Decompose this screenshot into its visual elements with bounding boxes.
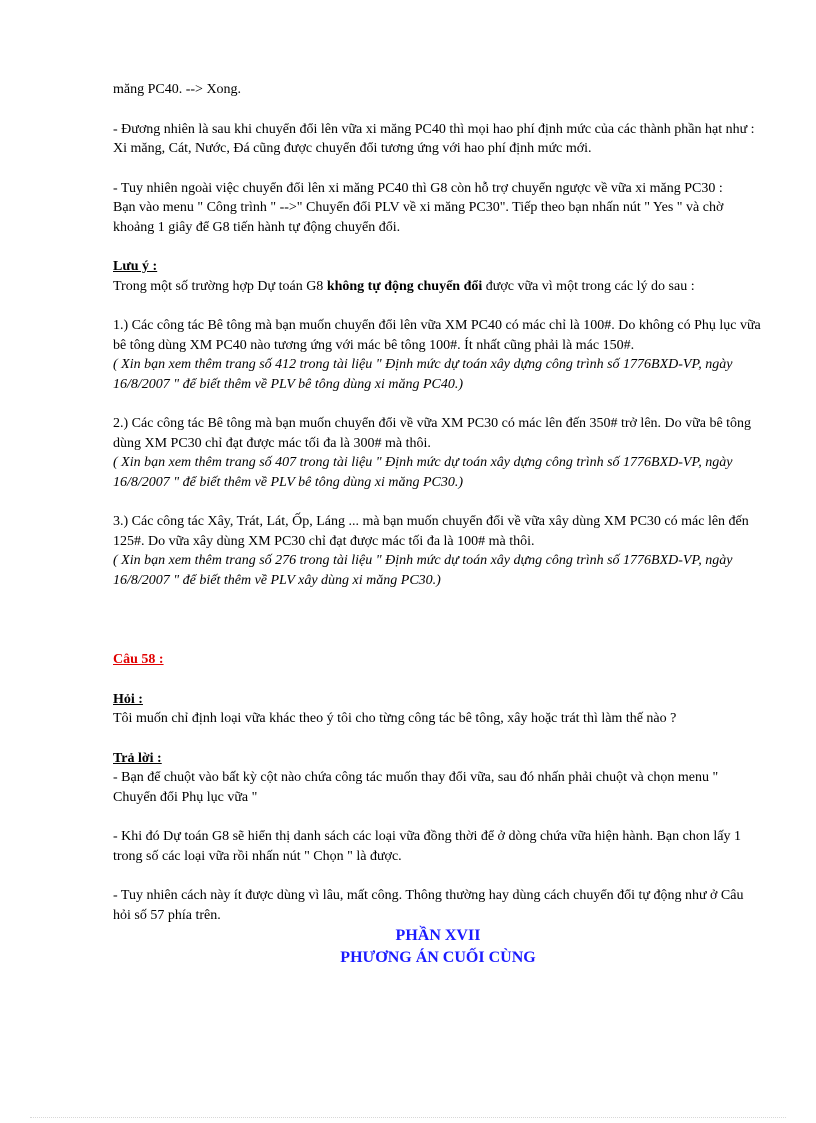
part-title: PHƯƠNG ÁN CUỐI CÙNG — [340, 949, 536, 966]
document-page — [113, 80, 763, 969]
note-item-2-reference: ( Xin bạn xem thêm trang số 407 trong tài liệu " Định mức dự toán xây dựng công trình số 1776BXD-VP, ngày 16/8/2007 " để biết thêm về PLV bê tông dùng xi măng PC30.) — [113, 455, 733, 490]
intro-line: măng PC40. --> Xong. — [113, 82, 242, 97]
intro-paragraph-2: - Đương nhiên là sau khi chuyển đổi lên vữa xi măng PC40 thì mọi hao phí định mức của các thành phần hạt như : Xi măng, Cát, Nước, Đá cũng được chuyển đổi tương ứng với hao phí định mức mới. — [113, 121, 755, 156]
note-item-1: 1.) Các công tác Bê tông mà bạn muốn chuyển đổi lên vữa XM PC40 có mác chỉ là 100#. Do không có Phụ lục vữa bê tông dùng XM PC40 nào tương ứng với mác bê tông 100#. Ít nhất cũng phải là mác 150#. — [113, 318, 761, 353]
answer-paragraph-3: - Tuy nhiên cách này ít được dùng vì lâu, mất công. Thông thường hay dùng cách chuyển đổi tự động như ở Câu hỏi số 57 phía trên. — [113, 888, 744, 923]
note-heading: Lưu ý : — [113, 259, 158, 274]
note-item-3-reference: ( Xin bạn xem thêm trang số 276 trong tài liệu " Định mức dự toán xây dựng công trình số 1776BXD-VP, ngày 16/8/2007 " để biết thêm về PLV xây dùng xi măng PC30.) — [113, 553, 733, 588]
answer-paragraph-1: - Bạn để chuột vào bất kỳ cột nào chứa công tác muốn thay đổi vữa, sau đó nhấn phải chuột và chọn menu " Chuyển đổi Phụ lục vữa " — [113, 770, 719, 805]
question-answer-label: Trả lời : — [113, 750, 162, 766]
intro-paragraph-3b: Bạn vào menu " Công trình " -->" Chuyển đổi PLV về xi măng PC30". Tiếp theo bạn nhấn nút " Yes " và chờ khoảng 1 giây để G8 tiến hành tự động chuyển đổi. — [113, 200, 724, 235]
part-number: PHẦN XVII — [395, 927, 481, 944]
note-item-1-reference: ( Xin bạn xem thêm trang số 412 trong tài liệu " Định mức dự toán xây dựng công trình số 1776BXD-VP, ngày 16/8/2007 " để biết thêm về PLV bê tông dùng xi măng PC40.) — [113, 357, 733, 392]
question-number: Câu 58 : — [113, 652, 164, 667]
intro-paragraph-3a: - Tuy nhiên ngoài việc chuyển đổi lên xi măng PC40 thì G8 còn hỗ trợ chuyển ngược về vữa xi măng PC30 : — [113, 180, 723, 196]
answer-paragraph-2: - Khi đó Dự toán G8 sẽ hiển thị danh sách các loại vữa đồng thời để ở dòng chứa vữa hiện hành. Bạn chon lấy 1 trong số các loại vữa rồi nhấn nút " Chọn " là được. — [113, 829, 741, 864]
page-bottom-divider — [30, 1117, 786, 1118]
note-intro-bold: không tự động chuyển đổi — [326, 278, 483, 294]
note-item-3: 3.) Các công tác Xây, Trát, Lát, Ốp, Láng ... mà bạn muốn chuyển đổi về vữa xây dùng XM PC30 có mác lên đến 125#. Do vữa xây dùng XM PC30 chỉ đạt được mác tối đa là 100# mà thôi. — [113, 514, 749, 549]
question-ask-label: Hỏi : — [113, 691, 143, 707]
note-intro — [113, 277, 763, 297]
note-item-2: 2.) Các công tác Bê tông mà bạn muốn chuyển đổi về vữa XM PC30 có mác lên đến 350# trở lên. Do vữa bê tông dùng XM PC30 chỉ đạt được mác tối đa là 300# mà thôi. — [113, 416, 752, 451]
note-intro-post: được vữa vì một trong các lý do sau : — [482, 278, 695, 294]
question-ask-text: Tôi muốn chỉ định loại vữa khác theo ý tôi cho từng công tác bê tông, xây hoặc trát thì làm thế nào ? — [113, 711, 677, 726]
note-intro-pre: Trong một số trường hợp Dự toán G8 — [113, 278, 327, 294]
